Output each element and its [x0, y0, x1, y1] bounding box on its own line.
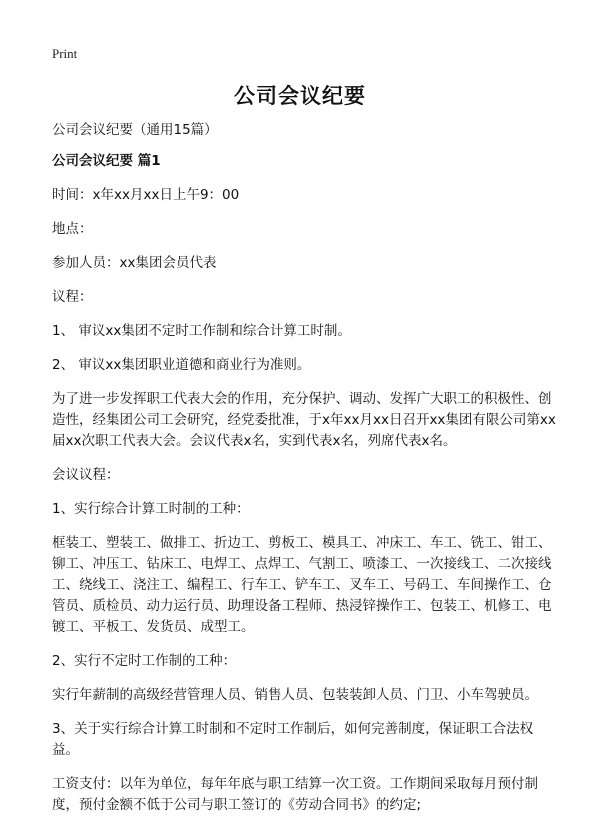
item1-heading: 1、实行综合计算工时制的工种：: [52, 501, 250, 517]
print-label: Print: [52, 46, 78, 61]
meeting-participants: 参加人员：xx集团会员代表: [52, 255, 217, 271]
document-subtitle: 公司会议纪要（通用15篇）: [52, 122, 218, 138]
agenda-item-1: 1、 审议xx集团不定时工作制和综合计算工时制。: [52, 323, 351, 339]
page-title: 公司会议纪要: [234, 84, 366, 108]
agenda-item-2: 2、 审议xx集团职业道德和商业行为准则。: [52, 357, 311, 373]
meeting-place: 地点：: [52, 221, 93, 237]
wages-paragraph: 工资支付：以年为单位，每年年底与职工结算一次工资。工作期间采取每月预付制度，预付金额不低于公司与职工签订的《劳动合同书》的约定;: [52, 776, 538, 813]
item2-body: 实行年薪制的高级经营管理人员、销售人员、包装装卸人员、门卫、小车驾驶员。: [52, 687, 538, 703]
item1-body: 框装工、塑装工、做排工、折边工、剪板工、模具工、冲床工、车工、铣工、钳工、铆工、冲压工、钻床工、电焊工、点焊工、气割工、喷漆工、一次接线工、二次接线工、绕线工、浇注工、编程工、行车工、铲车工、叉车工、号码工、车间操作工、仓管员、质检员、动力运行员、助理设备工程师、热浸锌操作工、包装工、机修工、电镀工、平板工、发货员、成型工。: [52, 535, 552, 635]
item2-heading: 2、实行不定时工作制的工种：: [52, 653, 237, 669]
meeting-agenda-label: 会议议程：: [52, 467, 120, 483]
meeting-time: 时间：x年xx月xx日上午9：00: [52, 187, 240, 203]
document-body: [52, 120, 560, 829]
agenda-label: 议程：: [52, 289, 93, 305]
intro-paragraph: 为了进一步发挥职工代表大会的作用，充分保护、调动、发挥广大职工的积极性、创造性，经集团公司工会研究，经党委批准，于x年xx月xx日召开xx集团有限公司第xx届xx次职工代表大会。会议代表x名，实到代表x名，列席代表x名。: [52, 391, 556, 449]
section-heading: 公司会议纪要 篇1: [52, 153, 161, 169]
item3-heading: 3、关于实行综合计算工时制和不定时工作制后，如何完善制度，保证职工合法权益。: [52, 721, 534, 758]
